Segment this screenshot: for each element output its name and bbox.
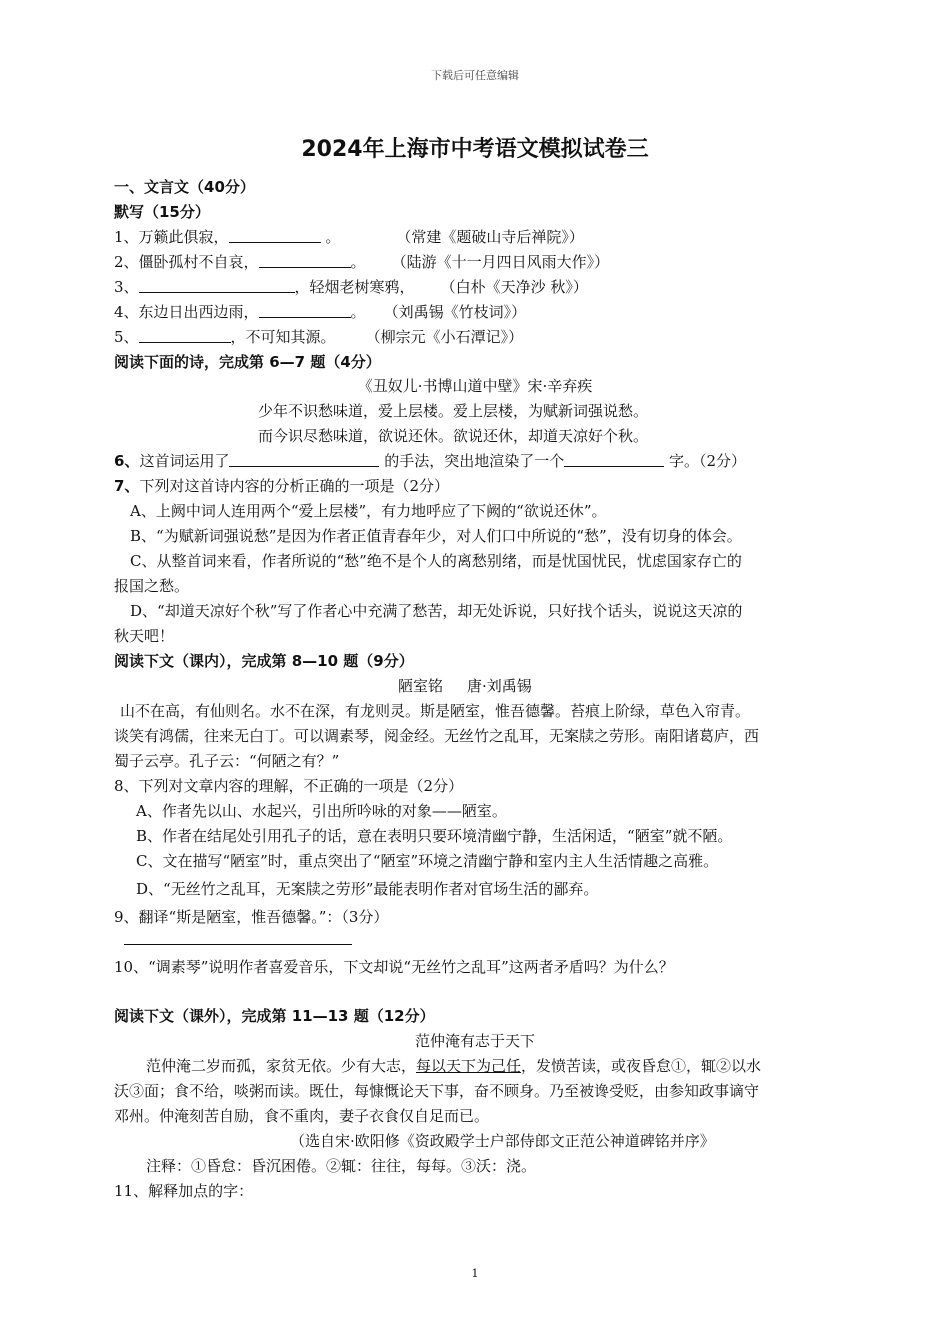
answer-blank[interactable] — [139, 277, 295, 293]
item-text: ，轻烟老树寒鸦， — [294, 278, 415, 296]
passage-text: 范仲淹二岁而孤，家贫无依。少有大志， — [146, 1057, 417, 1075]
dictation-item-2 — [114, 252, 609, 272]
item-text: 。 — [350, 303, 366, 321]
option-d-continued: 秋天吧！ — [114, 627, 175, 645]
question-text: 的手法，突出地渲染了一个 — [379, 452, 565, 470]
dictation-item-1 — [114, 227, 584, 247]
option-c-continued: 报国之愁。 — [114, 577, 190, 595]
source-citation: （柳宗元《小石潭记》） — [365, 328, 524, 346]
question-10: 10、“调素琴”说明作者喜爱音乐，下文却说“无丝竹之乱耳”这两者矛盾吗？为什么？ — [114, 958, 674, 976]
text-title: 范仲淹有志于天下 — [414, 1032, 535, 1050]
item-text: 2、僵卧孤村不自哀， — [114, 253, 259, 271]
page-title: 2024年上海市中考语文模拟试卷三 — [301, 137, 649, 162]
source-citation: （常建《题破山寺后禅院》） — [396, 228, 584, 246]
option-c: C、文在描写“陋室”时，重点突出了“陋室”环境之清幽宁静和室内主人生活情趣之高雅。 — [136, 852, 719, 870]
question-text: 这首词运用了 — [139, 452, 230, 470]
section-heading: 阅读下面的诗，完成第 6—7 题（4分） — [114, 353, 381, 371]
answer-blank[interactable] — [259, 252, 351, 268]
source-citation: （选自宋·欧阳修《资政殿学士户部侍郎文正范公神道碑铭并序》 — [290, 1132, 715, 1150]
source-citation: （刘禹锡《竹枝词》） — [383, 303, 527, 321]
option-a: A、上阙中词人连用两个“爱上层楼”，有力地呼应了下阙的“欲说还休”。 — [130, 502, 607, 520]
question-text: 下列对这首诗内容的分析正确的一项是（2分） — [139, 477, 449, 495]
item-text: 5、 — [114, 328, 139, 346]
question-7 — [114, 476, 449, 496]
option-b: B、“为赋新词强说愁”是因为作者正值青春年少，对人们口中所说的“愁”，没有切身的体会。 — [130, 527, 742, 545]
passage-line: 谈笑有鸿儒，往来无白丁。可以调素琴，阅金经。无丝竹之乱耳，无案牍之劳形。南阳诸葛庐，西 — [114, 727, 760, 745]
source-citation: （陆游《十一月四日风雨大作》） — [391, 253, 610, 271]
question-6 — [114, 451, 746, 471]
dictation-item-4 — [114, 302, 526, 322]
passage-line: 沃③面；食不给，啖粥而读。既仕，每慷慨论天下事，奋不顾身。乃至被谗受贬，由参知政事谪守 — [114, 1082, 760, 1100]
answer-blank[interactable] — [139, 327, 231, 343]
source-citation: （白朴《天净沙 秋》） — [440, 278, 588, 296]
dictation-item-3 — [114, 277, 588, 297]
passage-line: 山不在高，有仙则名。水不在深，有龙则灵。斯是陋室，惟吾德馨。苔痕上阶绿，草色入帘青。 — [120, 702, 751, 720]
poem-title: 《丑奴儿·书博山道中壁》宋·辛弃疾 — [357, 377, 593, 395]
passage-line — [146, 1056, 761, 1076]
item-text: ，不可知其源。 — [230, 328, 336, 346]
section-heading: 一、文言文（40分） — [114, 178, 255, 196]
option-c: C、从整首词来看，作者所说的“愁”绝不是个人的离愁别绪，而是忧国忧民，忧虑国家存亡的 — [130, 552, 742, 570]
answer-blank[interactable] — [229, 451, 379, 467]
poem-line: 少年不识愁味道，爱上层楼。爱上层楼，为赋新词强说愁。 — [258, 402, 649, 420]
answer-blank[interactable] — [229, 227, 321, 243]
passage-line: 邓州。仲淹刻苦自励，食不重肉，妻子衣食仅自足而已。 — [114, 1107, 490, 1125]
section-heading: 阅读下文（课内），完成第 8—10 题（9分） — [114, 652, 414, 670]
answer-blank[interactable] — [259, 302, 351, 318]
page-header: 下载后可任意编辑 — [431, 69, 519, 82]
item-text: 。 — [350, 253, 366, 271]
question-8: 8、下列对文章内容的理解，不正确的一项是（2分） — [114, 777, 464, 795]
poem-line: 而今识尽愁味道，欲说还休。欲说还休，却道天凉好个秋。 — [258, 427, 649, 445]
option-d: D、“却道天凉好个秋”写了作者心中充满了愁苦，却无处诉说，只好找个话头，说说这天凉的 — [130, 602, 743, 620]
question-9: 9、翻译“斯是陋室，惟吾德馨。”：（3分） — [114, 908, 389, 926]
option-b: B、作者在结尾处引用孔子的话，意在表明只要环境清幽宁静，生活闲适，“陋室”就不陋。 — [136, 827, 733, 845]
question-11: 11、解释加点的字： — [114, 1182, 254, 1200]
annotation-note: 注释：①昏怠：昏沉困倦。②辄：往往，每每。③沃：浇。 — [146, 1157, 537, 1175]
underlined-phrase: 每以天下为己任 — [416, 1057, 522, 1075]
question-text: 字。（2分） — [664, 452, 747, 470]
question-number: 7、 — [114, 477, 140, 495]
item-text: 4、东边日出西边雨， — [114, 303, 259, 321]
question-number: 6、 — [114, 452, 140, 470]
page-number: 1 — [471, 1267, 479, 1280]
text-author: 唐·刘禹锡 — [467, 677, 532, 695]
answer-line[interactable] — [124, 944, 352, 945]
subsection-heading: 默写（15分） — [114, 203, 210, 221]
item-text: 1、万籁此俱寂， — [114, 228, 229, 246]
answer-blank[interactable] — [564, 451, 664, 467]
section-heading: 阅读下文（课外），完成第 11—13 题（12分） — [114, 1007, 435, 1025]
dictation-item-5 — [114, 327, 523, 347]
option-d: D、“无丝竹之乱耳，无案牍之劳形”最能表明作者对官场生活的鄙弃。 — [136, 880, 599, 898]
item-text: 3、 — [114, 278, 139, 296]
passage-line: 蜀子云亭。孔子云：“何陋之有？” — [114, 752, 340, 770]
option-a: A、作者先以山、水起兴，引出所吟咏的对象——陋室。 — [136, 802, 507, 820]
passage-text: ，发愤苦读，或夜昏怠①，辄②以水 — [521, 1057, 762, 1075]
text-title-name: 陋室铭 — [398, 677, 444, 695]
text-title — [398, 676, 532, 696]
item-text: 。 — [320, 228, 341, 246]
